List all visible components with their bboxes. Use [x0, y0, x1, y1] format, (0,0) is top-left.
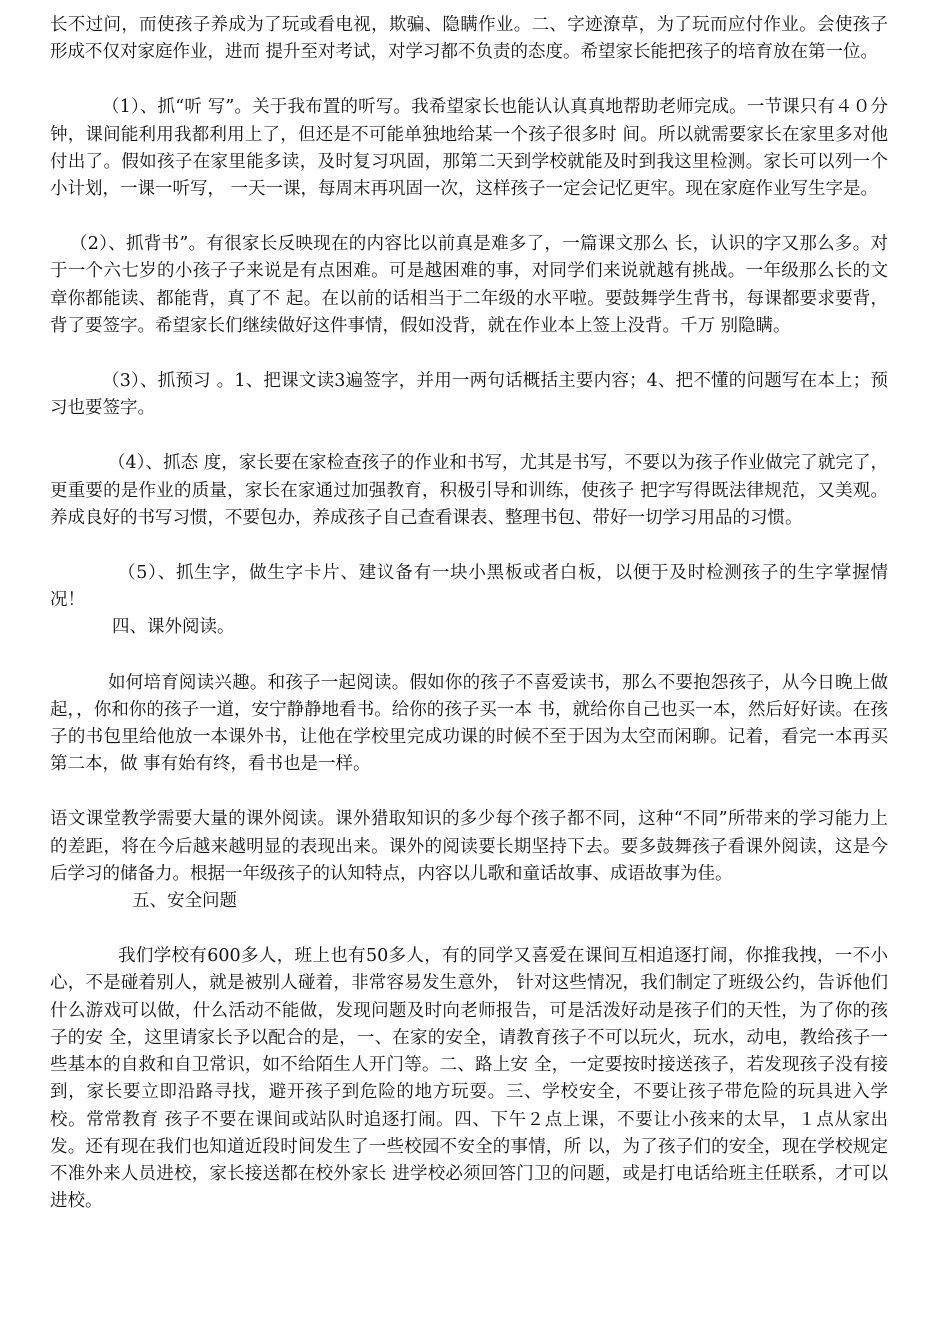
paragraph-preview: （3）、抓预习 。1、把课文读3遍签字，并用一两句话概括主要内容；4、把不懂的问题写在本上；预习也要签字。	[50, 371, 888, 419]
paragraph-new-characters: （5）、抓生字，做生字卡片、建议备有一块小黑板或者白板，以便于及时检测孩子的生字掌握情况！	[50, 563, 888, 611]
paragraph-recitation: （2）、抓背书”。有很家长反映现在的内容比以前真是难多了，一篇课文那么 长，认识的字又那么多。对于一个六七岁的小孩子子来说是有点困难。可是越困难的事，对同学们来说就越有挑战。一年级那么长的文章你都能读、都能背，真了不 起。在以前的话相当于二年级的水平啦。要鼓舞学生背书，每课都要求要背，背了要签字。希望家长们继续做好这件事情，假如没背，就在作业本上签上没背。千万 别隐瞒。	[50, 234, 888, 336]
section-heading-safety: 五、安全问题	[132, 891, 237, 912]
paragraph-extracurricular-reading: 语文课堂教学需要大量的课外阅读。课外猎取知识的多少每个孩子都不同，这种“不同”所带来的学习能力上的差距，将在今后越来越明显的表现出来。课外的阅读要长期坚持下去。要多鼓舞孩子看课外阅读，这是今后学习的储备力。根据一年级孩子的认知特点，内容以儿歌和童话故事、成语故事为佳。	[50, 809, 888, 884]
paragraph-homework-attitude: 长不过问，而使孩子养成为了玩或看电视，欺骗、隐瞒作业。二、字迹潦草，为了玩而应付作业。会使孩子形成不仅对家庭作业，进而 提升至对考试，对学习都不负责的态度。希望家长能把孩子的培育放在第一位。	[50, 15, 888, 63]
paragraph-safety: 我们学校有600多人，班上也有50多人，有的同学又喜爱在课间互相追逐打闹，你推我拽，一不小心，不是碰着别人，就是被别人碰着，非常容易发生意外， 针对这些情况，我们制定了班级公约，告诉他们什么游戏可以做，什么活动不能做，发现问题及时向老师报告，可是活泼好动是孩子们的天性，为了你的孩子的安 全，这里请家长予以配合的是，一、在家的安全，请教育孩子不可以玩火，玩水，动电，教给孩子一些基本的自救和自卫常识，如不给陌生人开门等。二、路上安 全，一定要按时接送孩子，若发现孩子没有接到，家长要立即沿路寻找，避开孩子到危险的地方玩耍。三、学校安全，不要让孩子带危险的玩具进入学校。常常教育 孩子不要在课间或站队时追逐打闹。四、下午２点上课，不要让小孩来的太早，１点从家出发。还有现在我们也知道近段时间发生了一些校园不安全的事情，所 以，为了孩子们的安全，现在学校规定不准外来人员进校，家长接送都在校外家长 进学校必须回答门卫的问题，或是打电话给班主任联系，才可以进校。	[50, 946, 888, 1212]
paragraph-reading-interest: 如何培育阅读兴趣。和孩子一起阅读。假如你的孩子不喜爱读书，那么不要抱怨孩子，从今日晚上做起，，你和你的孩子一道，安宁静静地看书。给你的孩子买一本 书，就给你自己也买一本，然后好好读。在孩子的书包里给他放一本课外书，让他在学校里完成功课的时候不至于因为太空而闲聊。记着，看完一本再买第二本，做 事有始有终，看书也是一样。	[50, 672, 888, 775]
section-heading-reading: 四、课外阅读。	[112, 617, 235, 638]
paragraph-dictation: （1）、抓“听 写”。关于我布置的听写。我希望家长也能认认真真地帮助老师完成。一节课只有４０分钟，课间能利用我都利用上了，但还是不可能单独地给某一个孩子很多时 间。所以就需要家长在家里多对他付出了。假如孩子在家里能多读，及时复习巩固，那第二天到学校就能及时到我这里检测。家长可以列一个小计划，一课一听写， 一天一课，每周末再巩固一次，这样孩子一定会记忆更牢。现在家庭作业写生字是。	[50, 97, 888, 200]
paragraph-attitude: （4）、抓态 度，家长要在家检查孩子的作业和书写，尤其是书写，不要以为孩子作业做完了就完了，更重要的是作业的质量，家长在家通过加强教育，积极引导和训练，使孩子 把字写得既法律规范，又美观。养成良好的书写习惯，不要包办，养成孩子自己查看课表、整理书包、带好一切学习用品的习惯。	[50, 453, 888, 528]
